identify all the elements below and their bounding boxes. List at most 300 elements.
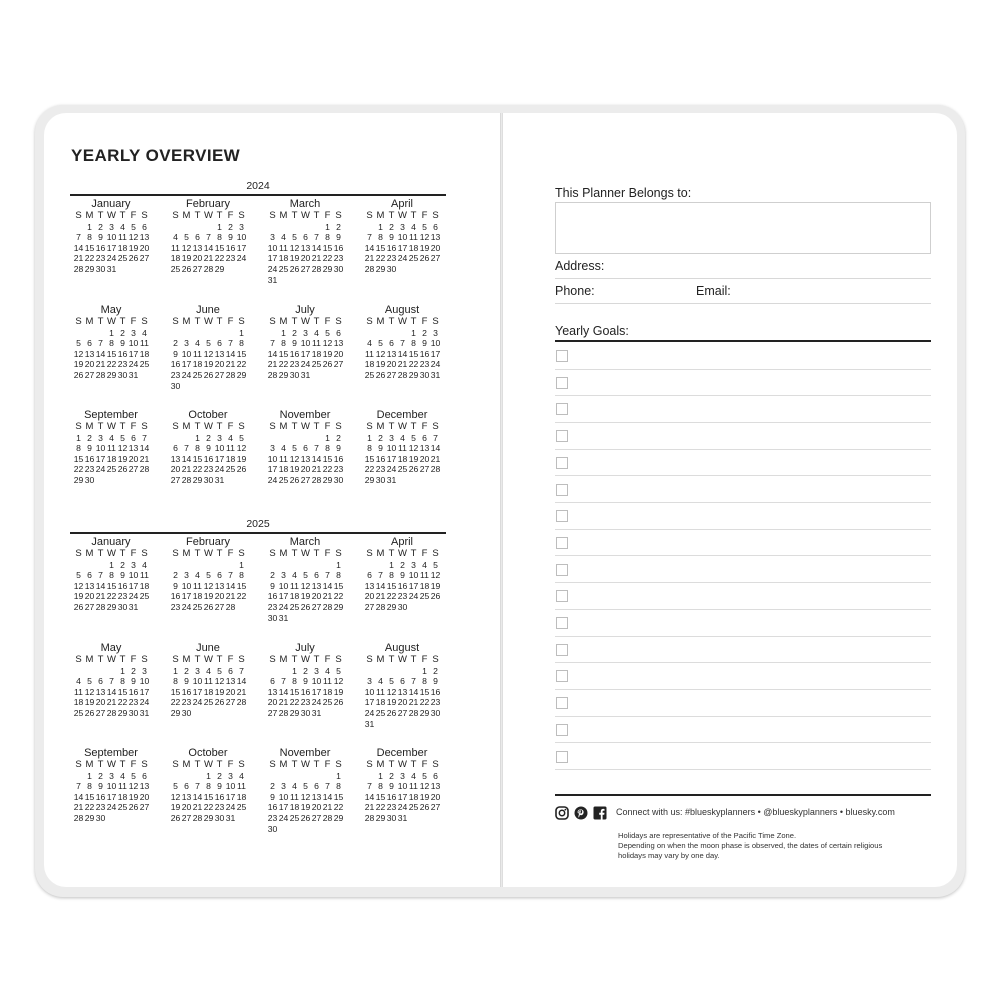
empty-cell (181, 328, 192, 339)
day-cell: 3 (184, 338, 189, 349)
day-cell: 2 (98, 770, 103, 781)
day-cell: 16 (95, 791, 106, 802)
day-cell: 30 (214, 812, 225, 823)
day-cell: 3 (109, 770, 114, 781)
goal-row[interactable] (555, 476, 931, 504)
day-cell: 8 (76, 443, 81, 454)
weekday-label: T (313, 548, 320, 559)
day-cell: 17 (106, 791, 117, 802)
day-cell: 18 (278, 253, 289, 264)
day-cell: 2 (173, 338, 178, 349)
day-cell: 30 (267, 612, 278, 623)
month-name: May (100, 304, 122, 316)
month-march (264, 536, 346, 623)
month-grid (267, 655, 346, 719)
day-cell: 3 (184, 570, 189, 581)
weekday-label: T (313, 316, 320, 327)
day-cell: 11 (409, 232, 418, 243)
day-cell: 4 (120, 770, 125, 781)
day-cell: 28 (408, 707, 419, 718)
day-cell: 15 (192, 453, 203, 464)
day-cell: 12 (419, 232, 430, 243)
day-cell: 1 (389, 559, 394, 570)
month-name: June (196, 642, 220, 654)
weekday-label: T (388, 654, 395, 665)
month-grid (364, 760, 443, 824)
day-cell: 19 (419, 791, 430, 802)
empty-cell (408, 666, 419, 677)
weekday-label: F (421, 548, 428, 559)
day-cell: 21 (397, 359, 408, 370)
day-cell: 16 (333, 453, 344, 464)
weekday-label: M (376, 759, 385, 770)
day-cell: 1 (336, 559, 341, 570)
day-cell: 20 (300, 253, 311, 264)
day-cell: 4 (281, 232, 286, 243)
goal-row[interactable] (555, 502, 931, 530)
day-cell: 22 (375, 802, 386, 813)
day-cell: 1 (325, 432, 330, 443)
day-cell: 6 (98, 676, 103, 687)
day-cell: 5 (433, 559, 438, 570)
day-cell: 30 (95, 263, 106, 274)
goal-checkbox[interactable] (556, 644, 568, 656)
empty-cell (300, 222, 311, 233)
empty-cell (397, 328, 408, 339)
weekday-label: W (107, 316, 116, 327)
facebook-icon[interactable] (593, 806, 607, 820)
day-cell: 11 (279, 453, 288, 464)
day-cell: 16 (181, 686, 192, 697)
day-cell: 20 (84, 591, 95, 602)
day-cell: 5 (411, 432, 416, 443)
year-label: 2024 (246, 180, 270, 192)
day-cell: 10 (364, 686, 375, 697)
day-cell: 12 (419, 781, 430, 792)
day-cell: 22 (278, 359, 289, 370)
day-cell: 13 (139, 781, 150, 792)
day-cell: 9 (184, 676, 189, 687)
day-cell: 16 (333, 242, 344, 253)
day-cell: 9 (433, 676, 438, 687)
weekday-label: S (172, 759, 179, 770)
weekday-label: T (119, 421, 126, 432)
goal-checkbox[interactable] (556, 430, 568, 442)
day-cell: 3 (411, 559, 416, 570)
weekday-label: F (227, 548, 234, 559)
day-cell: 3 (433, 327, 438, 338)
goal-checkbox[interactable] (556, 377, 568, 389)
day-cell: 25 (106, 464, 117, 475)
day-cell: 29 (333, 812, 344, 823)
day-cell: 21 (408, 697, 419, 708)
weekday-label: S (141, 759, 148, 770)
day-cell: 21 (139, 453, 150, 464)
day-cell: 29 (117, 707, 128, 718)
day-cell: 27 (300, 474, 311, 485)
weekday-label: S (172, 316, 179, 327)
day-cell: 22 (333, 591, 344, 602)
day-cell: 30 (95, 812, 106, 823)
day-cell: 1 (422, 665, 427, 676)
day-cell: 15 (289, 686, 300, 697)
day-cell: 23 (333, 464, 344, 475)
day-cell: 23 (419, 359, 430, 370)
day-cell: 19 (203, 591, 214, 602)
day-cell: 29 (322, 474, 333, 485)
weekday-label: F (130, 759, 137, 770)
day-cell: 15 (333, 580, 344, 591)
day-cell: 27 (170, 474, 181, 485)
goal-row[interactable] (555, 556, 931, 584)
day-cell: 27 (95, 707, 106, 718)
day-cell: 20 (139, 791, 150, 802)
day-cell: 4 (206, 665, 211, 676)
day-cell: 29 (375, 263, 386, 274)
day-cell: 13 (84, 580, 95, 591)
goal-checkbox[interactable] (556, 617, 568, 629)
day-cell: 10 (181, 580, 192, 591)
day-cell: 19 (181, 253, 192, 264)
day-cell: 7 (98, 338, 103, 349)
weekday-label: W (107, 548, 116, 559)
day-cell: 18 (170, 253, 181, 264)
day-cell: 1 (173, 665, 178, 676)
day-cell: 11 (290, 580, 299, 591)
goal-checkbox[interactable] (556, 510, 568, 522)
day-cell: 27 (84, 369, 95, 380)
day-cell: 31 (214, 474, 225, 485)
day-cell: 22 (192, 464, 203, 475)
day-cell: 29 (106, 369, 117, 380)
day-cell: 14 (139, 443, 150, 454)
day-cell: 30 (289, 369, 300, 380)
month-april (361, 536, 443, 613)
day-cell: 9 (389, 781, 394, 792)
day-cell: 5 (303, 781, 308, 792)
year-rule (70, 194, 446, 196)
day-cell: 28 (311, 474, 322, 485)
day-cell: 11 (312, 338, 321, 349)
weekday-label: S (238, 421, 245, 432)
month-may (70, 304, 152, 381)
empty-cell (170, 771, 181, 782)
year-block-2024 (70, 180, 446, 510)
day-cell: 30 (375, 474, 386, 485)
day-cell: 25 (364, 369, 375, 380)
day-cell: 8 (239, 338, 244, 349)
empty-cell (267, 666, 278, 677)
empty-cell (386, 328, 397, 339)
day-cell: 16 (128, 686, 139, 697)
day-cell: 19 (73, 359, 84, 370)
month-name: February (185, 536, 231, 548)
owner-name-box[interactable] (555, 202, 931, 254)
weekday-label: W (301, 759, 310, 770)
day-cell: 6 (303, 443, 308, 454)
empty-cell (73, 222, 84, 233)
day-cell: 24 (128, 591, 139, 602)
month-grid (73, 317, 152, 381)
goal-checkbox[interactable] (556, 457, 568, 469)
empty-cell (364, 666, 375, 677)
day-cell: 28 (278, 707, 289, 718)
day-cell: 28 (73, 812, 84, 823)
day-cell: 21 (73, 253, 84, 264)
weekday-label: M (279, 759, 288, 770)
day-cell: 3 (228, 770, 233, 781)
weekday-label: S (75, 421, 82, 432)
day-cell: 29 (289, 707, 300, 718)
day-cell: 2 (400, 559, 405, 570)
day-cell: 23 (225, 253, 236, 264)
day-cell: 8 (173, 676, 178, 687)
month-april (361, 198, 443, 275)
day-cell: 29 (236, 369, 247, 380)
day-cell: 30 (117, 601, 128, 612)
day-cell: 12 (333, 676, 344, 687)
day-cell: 21 (95, 359, 106, 370)
goal-checkbox[interactable] (556, 537, 568, 549)
year-label: 2025 (246, 518, 270, 530)
day-cell: 20 (333, 348, 344, 359)
day-cell: 22 (214, 253, 225, 264)
goal-row[interactable] (555, 342, 931, 370)
day-cell: 7 (228, 338, 233, 349)
day-cell: 14 (267, 348, 278, 359)
address-line[interactable] (555, 278, 931, 279)
goal-row[interactable] (555, 662, 931, 690)
day-cell: 12 (203, 580, 214, 591)
day-cell: 23 (84, 464, 95, 475)
day-cell: 9 (336, 232, 341, 243)
day-cell: 26 (322, 359, 333, 370)
empty-cell (289, 771, 300, 782)
day-cell: 12 (408, 443, 419, 454)
weekday-label: W (398, 316, 407, 327)
weekday-label: W (301, 548, 310, 559)
weekday-label: W (107, 759, 116, 770)
empty-cell (267, 771, 278, 782)
day-cell: 17 (278, 591, 289, 602)
goal-checkbox[interactable] (556, 590, 568, 602)
day-cell: 6 (142, 770, 147, 781)
weekday-label: T (410, 210, 417, 221)
day-cell: 5 (131, 770, 136, 781)
day-cell: 23 (203, 464, 214, 475)
goal-row[interactable] (555, 743, 931, 771)
month-name: December (376, 409, 428, 421)
empty-cell (95, 328, 106, 339)
day-cell: 8 (292, 676, 297, 687)
day-cell: 24 (408, 591, 419, 602)
day-cell: 13 (84, 348, 95, 359)
goal-checkbox[interactable] (556, 350, 568, 362)
goal-checkbox[interactable] (556, 697, 568, 709)
month-grid (73, 655, 152, 719)
day-cell: 7 (367, 232, 372, 243)
weekday-label: S (172, 210, 179, 221)
day-cell: 16 (300, 686, 311, 697)
empty-cell (364, 771, 375, 782)
weekday-label: F (421, 759, 428, 770)
day-cell: 7 (314, 232, 319, 243)
weekday-label: S (141, 316, 148, 327)
day-cell: 25 (408, 802, 419, 813)
day-cell: 2 (389, 770, 394, 781)
day-cell: 27 (139, 253, 150, 264)
weekday-label: M (279, 210, 288, 221)
month-grid (267, 422, 346, 486)
day-cell: 7 (433, 432, 438, 443)
day-cell: 29 (408, 369, 419, 380)
day-cell: 17 (139, 686, 150, 697)
day-cell: 1 (76, 432, 81, 443)
day-cell: 15 (322, 453, 333, 464)
day-cell: 13 (95, 686, 106, 697)
day-cell: 22 (170, 697, 181, 708)
day-cell: 24 (128, 359, 139, 370)
day-cell: 4 (173, 232, 178, 243)
day-cell: 26 (300, 812, 311, 823)
day-cell: 27 (300, 263, 311, 274)
day-cell: 3 (400, 221, 405, 232)
goal-checkbox[interactable] (556, 564, 568, 576)
empty-cell (192, 771, 203, 782)
day-cell: 15 (333, 791, 344, 802)
day-cell: 16 (419, 348, 430, 359)
day-cell: 3 (98, 432, 103, 443)
day-cell: 26 (117, 464, 128, 475)
goal-row[interactable] (555, 422, 931, 450)
month-name: August (384, 642, 420, 654)
day-cell: 24 (267, 263, 278, 274)
day-cell: 25 (73, 707, 84, 718)
day-cell: 13 (364, 580, 375, 591)
day-cell: 25 (117, 802, 128, 813)
goal-row[interactable] (555, 369, 931, 397)
weekday-label: S (172, 548, 179, 559)
day-cell: 27 (430, 802, 441, 813)
weekday-label: S (269, 421, 276, 432)
empty-cell (364, 328, 375, 339)
day-cell: 19 (117, 453, 128, 464)
day-cell: 15 (170, 686, 181, 697)
day-cell: 31 (225, 812, 236, 823)
day-cell: 28 (106, 707, 117, 718)
day-cell: 11 (140, 338, 149, 349)
goal-row[interactable] (555, 529, 931, 557)
day-cell: 21 (225, 359, 236, 370)
day-cell: 10 (430, 338, 441, 349)
empty-cell (375, 666, 386, 677)
phone-email-line[interactable] (555, 303, 931, 304)
empty-cell (181, 560, 192, 571)
day-cell: 28 (236, 697, 247, 708)
day-cell: 26 (181, 263, 192, 274)
goal-checkbox[interactable] (556, 403, 568, 415)
goal-row[interactable] (555, 689, 931, 717)
day-cell: 15 (375, 242, 386, 253)
day-cell: 6 (228, 665, 233, 676)
day-cell: 15 (236, 580, 247, 591)
day-cell: 2 (336, 432, 341, 443)
goal-checkbox[interactable] (556, 751, 568, 763)
pinterest-icon[interactable] (574, 806, 588, 820)
weekday-label: T (194, 210, 201, 221)
day-cell: 27 (419, 464, 430, 475)
goal-row[interactable] (555, 395, 931, 423)
empty-cell (278, 560, 289, 571)
year-block-2025 (70, 518, 446, 848)
day-cell: 10 (267, 242, 278, 253)
day-cell: 10 (214, 443, 225, 454)
goal-row[interactable] (555, 449, 931, 477)
goal-row[interactable] (555, 636, 931, 664)
weekday-label: T (388, 316, 395, 327)
empty-cell (278, 222, 289, 233)
day-cell: 1 (336, 770, 341, 781)
day-cell: 31 (267, 274, 278, 285)
weekday-label: S (432, 210, 439, 221)
day-cell: 5 (217, 665, 222, 676)
day-cell: 16 (117, 580, 128, 591)
goal-checkbox[interactable] (556, 724, 568, 736)
empty-cell (84, 560, 95, 571)
goal-checkbox[interactable] (556, 484, 568, 496)
weekday-label: T (388, 421, 395, 432)
day-cell: 21 (236, 686, 247, 697)
day-cell: 4 (109, 432, 114, 443)
instagram-icon[interactable] (555, 806, 569, 820)
day-cell: 2 (336, 221, 341, 232)
day-cell: 17 (397, 242, 408, 253)
empty-cell (214, 328, 225, 339)
day-cell: 4 (228, 432, 233, 443)
day-cell: 12 (300, 580, 311, 591)
weekday-label: W (398, 654, 407, 665)
day-cell: 18 (106, 453, 117, 464)
day-cell: 6 (173, 443, 178, 454)
weekday-label: W (204, 421, 213, 432)
goal-row[interactable] (555, 582, 931, 610)
day-cell: 9 (217, 781, 222, 792)
weekday-label: W (301, 421, 310, 432)
weekday-label: S (432, 759, 439, 770)
day-cell: 3 (195, 665, 200, 676)
day-cell: 11 (409, 781, 418, 792)
weekday-label: T (97, 654, 104, 665)
goal-row[interactable] (555, 609, 931, 637)
goal-row[interactable] (555, 716, 931, 744)
day-cell: 15 (73, 453, 84, 464)
empty-cell (364, 222, 375, 233)
day-cell: 31 (311, 707, 322, 718)
day-cell: 12 (128, 781, 139, 792)
weekday-label: S (75, 316, 82, 327)
day-cell: 30 (117, 369, 128, 380)
day-cell: 22 (236, 591, 247, 602)
day-cell: 8 (120, 676, 125, 687)
day-cell: 1 (378, 770, 383, 781)
day-cell: 9 (173, 580, 178, 591)
goal-checkbox[interactable] (556, 670, 568, 682)
day-cell: 23 (267, 601, 278, 612)
day-cell: 7 (367, 781, 372, 792)
month-september (70, 747, 152, 824)
day-cell: 6 (142, 221, 147, 232)
day-cell: 14 (192, 791, 203, 802)
